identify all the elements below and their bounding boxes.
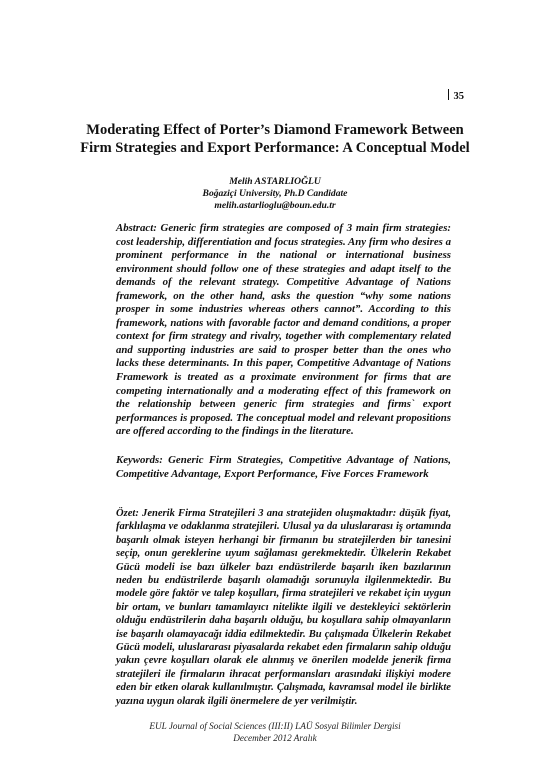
footer-date: December 2012 Aralık <box>233 732 317 743</box>
page-footer <box>120 721 430 744</box>
page-number-text: 35 <box>453 91 464 102</box>
page-number <box>448 89 465 102</box>
footer-journal: EUL Journal of Social Sciences (III:II) LAÜ Sosyal Bilimler Dergisi <box>149 721 401 731</box>
page-number-rule <box>448 89 449 100</box>
paper-title <box>80 121 470 157</box>
abstract-paragraph: Abstract: Generic firm strategies are composed of 3 main firm strategies: cost leadership, differentiation and focus strategies. Any firm who desires a prominent performance in the national or international business environment should follow one of these strategies and adapt itself to the demands of the relevant strategy. Competitive Advantage of Nations framework, on the other hand, asks the question “why some nations prosper in some industries whereas others cannot”. According to this framework, nations with favorable factor and demand conditions, a proper context for firm strategy and rivalry, together with complementary related and supporting industries are said to prosper better than the ones who lacks these determinants. In this paper, Competitive Advantage of Nations Framework is treated as a proximate environment for firms that are competing internationally and a moderating effect of this framework on the relationship between generic firm strategies and firms` export performances is proposed. The conceptual model and relevant propositions are offered according to the findings in the literature. <box>116 222 451 438</box>
author-email: melih.astarlioglu@boun.edu.tr <box>214 200 336 211</box>
paper-title-line-1: Moderating Effect of Porter’s Diamond Framework Between <box>86 122 464 138</box>
author-block <box>110 176 440 212</box>
keywords-paragraph: Keywords: Generic Firm Strategies, Competitive Advantage of Nations, Competitive Advantage, Export Performance, Five Forces Framework <box>116 454 451 480</box>
author-affiliation: Boğaziçi University, Ph.D Candidate <box>202 188 348 199</box>
ozet-paragraph: Özet: Jenerik Firma Stratejileri 3 ana stratejiden oluşmaktadır: düşük fiyat, farklılaşma ve odaklanma stratejileri. Ulusal ya da uluslararası iş ortamında başarılı olmak isteyen herhangi bir firmanın bu stratejilerden bir tanesini seçip, onun gereklerine uyum sağlaması gerekmektedir. Ülkelerin Rekabet Gücü modeli ise bazı ülkeler bazı endüstrilerde başarılı iken bazılarının neden bu endüstrilerde başarılı olamadığı sorunuyla ilgilenmektedir. Bu modele göre faktör ve talep koşulları, firma stratejileri ve rekabet için uygun bir ortam, ve bunları tamamlayıcı nitelikte ilgili ve destekleyici sektörlerin olduğu endüstrilerin daha başarılı olduğu, bu koşullara sahip olmayanların ise başarılı olamayacağı iddia edilmektedir. Bu çalışmada Ülkelerin Rekabet Gücü modeli, uluslararası piyasalarda rekabet eden firmaların sahip olduğu yakın çevre koşulları olarak ele alınmış ve önerilen modelde jenerik firma stratejileri ile firmaların ihracat performansları arasındaki ilişkiyi modere eden bir etken olarak kullanılmıştır. Çalışmada, kavramsal model ile birlikte yazına uygun olarak ilgili önermelere de yer verilmiştir. <box>116 508 451 707</box>
paper-title-line-2: Firm Strategies and Export Performance: A Conceptual Model <box>80 140 470 156</box>
author-name: Melih ASTARLIOĞLU <box>229 176 321 187</box>
